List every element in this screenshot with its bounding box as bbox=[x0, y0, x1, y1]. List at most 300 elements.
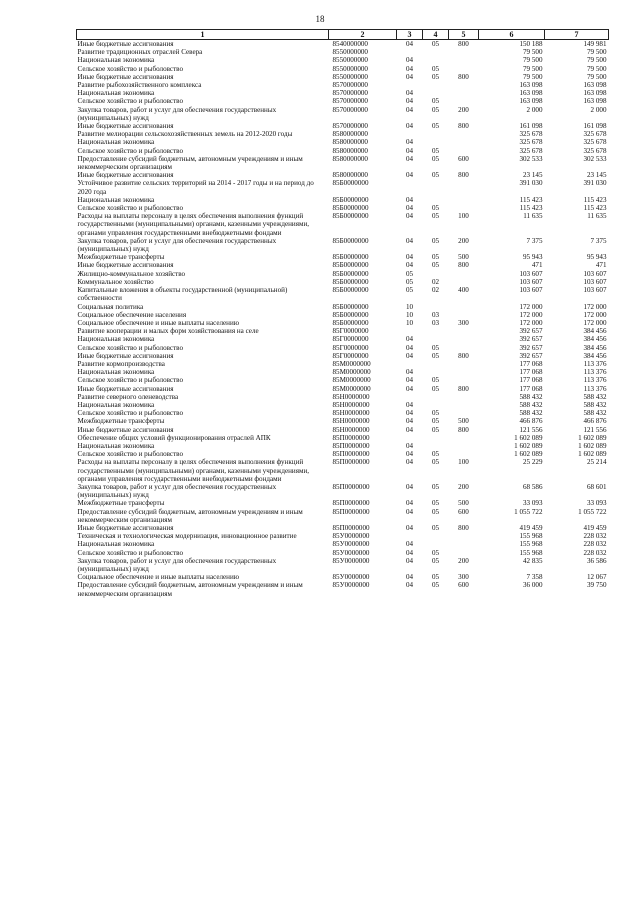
row-section: 04 bbox=[405, 105, 414, 114]
row-section bbox=[397, 434, 423, 442]
row-value-col6: 177 068 bbox=[519, 384, 543, 393]
row-expense-type: 400 bbox=[458, 286, 469, 295]
row-section: 04 bbox=[405, 556, 414, 565]
row-expense-type bbox=[449, 434, 479, 442]
row-expense-type bbox=[449, 138, 479, 146]
row-subsection bbox=[423, 270, 449, 278]
row-code: 8570000000 bbox=[332, 97, 368, 106]
table-header bbox=[77, 30, 609, 40]
row-value-col6: 392 657 bbox=[519, 351, 543, 360]
row-value-col7: 25 214 bbox=[586, 458, 607, 467]
table-row bbox=[77, 286, 609, 302]
row-value-col6: 155 968 bbox=[519, 540, 543, 549]
row-expense-type bbox=[449, 393, 479, 401]
row-expense-type bbox=[449, 97, 479, 105]
row-value-col6: 7 375 bbox=[526, 236, 543, 245]
row-value-col6: 172 000 bbox=[519, 318, 543, 327]
header-col-4: 4 bbox=[423, 30, 449, 40]
row-subsection: 05 bbox=[431, 523, 440, 532]
row-code: 85У0000000 bbox=[332, 573, 370, 582]
row-subsection: 03 bbox=[431, 318, 440, 327]
row-value-col6: 115 423 bbox=[519, 204, 543, 213]
row-code: 8580000000 bbox=[332, 154, 368, 163]
row-subsection: 05 bbox=[431, 458, 440, 467]
row-name: Иные бюджетные ассигнования bbox=[77, 384, 174, 393]
row-name: Национальная экономика bbox=[77, 368, 155, 377]
row-value-col6: 150 188 bbox=[519, 40, 543, 48]
row-subsection: 05 bbox=[431, 204, 440, 213]
row-expense-type bbox=[449, 401, 479, 409]
row-value-col7: 79 500 bbox=[586, 72, 607, 81]
row-section: 10 bbox=[405, 310, 414, 319]
row-expense-type: 800 bbox=[458, 261, 469, 270]
row-subsection: 05 bbox=[431, 409, 440, 418]
row-name: Социальная политика bbox=[77, 302, 144, 311]
row-name: Жилищно-коммунальное хозяйство bbox=[77, 269, 186, 278]
row-section: 04 bbox=[405, 368, 414, 377]
table-row bbox=[77, 409, 609, 417]
header-col-3: 3 bbox=[397, 30, 423, 40]
row-subsection: 05 bbox=[431, 482, 440, 491]
row-value-col6: 79 500 bbox=[522, 72, 543, 81]
table-row bbox=[77, 368, 609, 376]
row-subsection bbox=[423, 360, 449, 368]
row-value-col7: 228 032 bbox=[583, 548, 607, 557]
table-row bbox=[77, 450, 609, 458]
row-subsection bbox=[423, 335, 449, 343]
row-value-col7: 36 586 bbox=[586, 556, 607, 565]
row-name: Национальная экономика bbox=[77, 441, 155, 450]
row-value-col6: 33 093 bbox=[522, 499, 543, 508]
table-row bbox=[77, 508, 609, 524]
row-name: Сельское хозяйство и рыболовство bbox=[77, 376, 184, 385]
row-value-col7: 384 456 bbox=[583, 351, 607, 360]
row-value-col6: 2 000 bbox=[526, 105, 543, 114]
row-expense-type bbox=[449, 311, 479, 319]
row-code: 85М0000000 bbox=[332, 384, 371, 393]
row-subsection: 05 bbox=[431, 236, 440, 245]
row-subsection: 05 bbox=[431, 253, 440, 262]
row-code: 85Б0000000 bbox=[332, 261, 369, 270]
table-row bbox=[77, 196, 609, 204]
row-name: Предоставление субсидий бюджетным, автономным учреждениям и иным некоммерческим организациям bbox=[77, 581, 303, 598]
table-row bbox=[77, 360, 609, 368]
row-value-col6: 392 657 bbox=[519, 327, 543, 336]
row-value-col6: 163 098 bbox=[519, 97, 543, 106]
row-code: 85П0000000 bbox=[332, 458, 370, 467]
row-section bbox=[397, 360, 423, 368]
row-section bbox=[397, 81, 423, 89]
row-value-col7: 103 607 bbox=[583, 286, 607, 295]
row-value-col6: 79 500 bbox=[522, 56, 543, 65]
row-value-col7: 7 375 bbox=[590, 236, 607, 245]
row-code: 85Б0000000 bbox=[332, 212, 369, 221]
row-section: 04 bbox=[405, 499, 414, 508]
row-expense-type bbox=[449, 204, 479, 212]
row-code: 8540000000 bbox=[332, 40, 368, 48]
row-expense-type bbox=[449, 48, 479, 56]
row-value-col7: 113 376 bbox=[583, 384, 607, 393]
row-value-col7: 121 556 bbox=[583, 425, 607, 434]
row-name: Национальная экономика bbox=[77, 138, 155, 147]
row-value-col6: 391 030 bbox=[519, 179, 543, 188]
row-section bbox=[397, 130, 423, 138]
row-value-col7: 103 607 bbox=[583, 277, 607, 286]
header-col-6: 6 bbox=[479, 30, 545, 40]
row-section: 04 bbox=[405, 212, 414, 221]
row-value-col6: 588 432 bbox=[519, 392, 543, 401]
row-value-col7: 419 459 bbox=[583, 523, 607, 532]
row-code: 85П0000000 bbox=[332, 441, 370, 450]
row-value-col6: 42 835 bbox=[522, 556, 543, 565]
row-expense-type bbox=[449, 360, 479, 368]
row-code: 85Б0000000 bbox=[332, 310, 369, 319]
row-subsection bbox=[423, 130, 449, 138]
row-value-col7: 163 098 bbox=[583, 89, 607, 98]
row-subsection: 05 bbox=[431, 64, 440, 73]
row-code: 85Б0000000 bbox=[332, 195, 369, 204]
row-section bbox=[397, 327, 423, 335]
row-expense-type bbox=[449, 270, 479, 278]
row-value-col6: 103 607 bbox=[519, 277, 543, 286]
row-name: Устойчивое развитие сельских территорий на 2014 - 2017 годы и на период до 2020 года bbox=[77, 179, 314, 196]
row-name: Развитие северного оленеводства bbox=[77, 392, 179, 401]
row-value-col7: 33 093 bbox=[586, 499, 607, 508]
row-expense-type bbox=[449, 344, 479, 352]
row-expense-type bbox=[449, 450, 479, 458]
row-expense-type bbox=[449, 303, 479, 311]
row-value-col6: 36 000 bbox=[522, 581, 543, 590]
row-value-col7: 1 602 089 bbox=[578, 450, 607, 459]
row-code: 85У0000000 bbox=[332, 556, 370, 565]
row-code: 85Б0000000 bbox=[332, 204, 369, 213]
row-value-col7: 471 bbox=[595, 261, 607, 270]
row-code: 85У0000000 bbox=[332, 581, 370, 590]
row-section: 04 bbox=[405, 548, 414, 557]
table-row bbox=[77, 65, 609, 73]
row-code: 85П0000000 bbox=[332, 499, 370, 508]
row-code: 85М0000000 bbox=[332, 376, 371, 385]
row-value-col6: 115 423 bbox=[519, 195, 543, 204]
row-code: 85Н0000000 bbox=[332, 425, 370, 434]
row-section: 04 bbox=[405, 146, 414, 155]
table-row bbox=[77, 499, 609, 507]
row-name: Межбюджетные трансферты bbox=[77, 499, 165, 508]
row-code: 8570000000 bbox=[332, 89, 368, 98]
row-value-col7: 161 098 bbox=[583, 122, 607, 131]
row-value-col6: 1 055 722 bbox=[514, 507, 543, 516]
row-code: 85Б0000000 bbox=[332, 277, 369, 286]
header-col-7: 7 bbox=[545, 30, 609, 40]
row-name: Обеспечение общих условий функционирования отраслей АПК bbox=[77, 433, 271, 442]
row-value-col6: 155 968 bbox=[519, 548, 543, 557]
row-expense-type: 800 bbox=[458, 351, 469, 360]
row-expense-type: 200 bbox=[458, 482, 469, 491]
table-row bbox=[77, 524, 609, 532]
row-section: 10 bbox=[405, 318, 414, 327]
row-code: 8550000000 bbox=[332, 72, 368, 81]
row-value-col6: 177 068 bbox=[519, 359, 543, 368]
row-code: 85Н0000000 bbox=[332, 392, 370, 401]
row-value-col7: 113 376 bbox=[583, 368, 607, 377]
row-section: 04 bbox=[405, 425, 414, 434]
row-name: Социальное обеспечение и иные выплаты населению bbox=[77, 318, 240, 327]
row-expense-type: 500 bbox=[458, 253, 469, 262]
table-row bbox=[77, 56, 609, 64]
table-row bbox=[77, 458, 609, 483]
row-value-col7: 384 456 bbox=[583, 327, 607, 336]
row-name: Закупка товаров, работ и услуг для обеспечения государственных (муниципальных) нужд bbox=[77, 556, 277, 573]
row-value-col7: 68 601 bbox=[586, 482, 607, 491]
row-name: Предоставление субсидий бюджетным, автономным учреждениям и иным некоммерческим организациям bbox=[77, 507, 303, 524]
row-name: Расходы на выплаты персоналу в целях обеспечения выполнения функций государственными (муниципальными) органами, казенными учреждениями, органами управления государственными внебюджетными фондами bbox=[77, 458, 310, 483]
row-subsection: 05 bbox=[431, 499, 440, 508]
row-code: 85Б0000000 bbox=[332, 253, 369, 262]
row-expense-type: 500 bbox=[458, 499, 469, 508]
row-section: 04 bbox=[405, 384, 414, 393]
table-row bbox=[77, 303, 609, 311]
row-name: Расходы на выплаты персоналу в целях обеспечения выполнения функций государственными (муниципальными) органами, казенными учреждениями, органами управления государственными внебюджетными фондами bbox=[77, 212, 310, 237]
row-code: 85Б0000000 bbox=[332, 286, 369, 295]
header-col-2: 2 bbox=[329, 30, 397, 40]
row-section: 05 bbox=[405, 286, 414, 295]
row-value-col7: 1 602 089 bbox=[578, 441, 607, 450]
row-section: 04 bbox=[405, 400, 414, 409]
row-subsection: 05 bbox=[431, 384, 440, 393]
row-code: 8550000000 bbox=[332, 64, 368, 73]
row-code: 8580000000 bbox=[332, 171, 368, 180]
table-row bbox=[77, 89, 609, 97]
row-code: 8580000000 bbox=[332, 130, 368, 139]
row-section: 04 bbox=[405, 351, 414, 360]
row-value-col6: 68 586 bbox=[522, 482, 543, 491]
row-subsection: 05 bbox=[431, 450, 440, 459]
table-row bbox=[77, 335, 609, 343]
row-value-col7: 1 602 089 bbox=[578, 433, 607, 442]
row-value-col7: 11 635 bbox=[587, 212, 607, 221]
row-name: Сельское хозяйство и рыболовство bbox=[77, 64, 184, 73]
row-expense-type: 800 bbox=[458, 171, 469, 180]
row-value-col6: 79 500 bbox=[522, 64, 543, 73]
row-expense-type: 100 bbox=[458, 458, 469, 467]
row-value-col7: 113 376 bbox=[583, 359, 607, 368]
row-value-col6: 302 533 bbox=[519, 154, 543, 163]
row-name: Сельское хозяйство и рыболовство bbox=[77, 97, 184, 106]
row-code: 85Г0000000 bbox=[332, 335, 369, 344]
row-value-col7: 325 678 bbox=[583, 130, 607, 139]
table-row bbox=[77, 393, 609, 401]
row-name: Сельское хозяйство и рыболовство bbox=[77, 343, 184, 352]
row-expense-type bbox=[449, 442, 479, 450]
table-row bbox=[77, 549, 609, 557]
row-code: 85Б0000000 bbox=[332, 179, 369, 188]
table-row bbox=[77, 540, 609, 548]
row-value-col7: 163 098 bbox=[583, 97, 607, 106]
table-row bbox=[77, 532, 609, 540]
table-row bbox=[77, 130, 609, 138]
row-expense-type bbox=[449, 335, 479, 343]
row-code: 85Б0000000 bbox=[332, 269, 369, 278]
row-subsection bbox=[423, 48, 449, 56]
row-subsection: 05 bbox=[431, 212, 440, 221]
row-expense-type: 800 bbox=[458, 384, 469, 393]
row-section: 04 bbox=[405, 343, 414, 352]
row-section: 04 bbox=[405, 573, 414, 582]
row-name: Предоставление субсидий бюджетным, автономным учреждениям и иным некоммерческим организациям bbox=[77, 154, 303, 172]
row-value-col7: 588 432 bbox=[583, 392, 607, 401]
row-code: 85Н0000000 bbox=[332, 417, 370, 426]
table-row bbox=[77, 581, 609, 597]
row-code: 85Г0000000 bbox=[332, 327, 369, 336]
row-expense-type: 600 bbox=[458, 581, 469, 590]
table-row bbox=[77, 426, 609, 434]
row-section: 04 bbox=[405, 97, 414, 106]
row-code: 85П0000000 bbox=[332, 450, 370, 459]
row-expense-type bbox=[449, 540, 479, 548]
table-row bbox=[77, 385, 609, 393]
row-name: Развитие рыбохозяйственного комплекса bbox=[77, 81, 202, 90]
row-value-col6: 471 bbox=[531, 261, 543, 270]
row-value-col7: 384 456 bbox=[583, 335, 607, 344]
row-expense-type bbox=[449, 56, 479, 64]
row-name: Социальное обеспечение населения bbox=[77, 310, 187, 319]
row-expense-type bbox=[449, 130, 479, 138]
row-value-col7: 172 000 bbox=[583, 302, 607, 311]
table-row bbox=[77, 442, 609, 450]
table-row bbox=[77, 73, 609, 81]
row-section: 04 bbox=[405, 540, 414, 549]
row-code: 85П0000000 bbox=[332, 523, 370, 532]
row-name: Национальная экономика bbox=[77, 400, 155, 409]
table-row bbox=[77, 483, 609, 499]
row-subsection: 02 bbox=[431, 286, 440, 295]
row-value-col6: 466 876 bbox=[519, 417, 543, 426]
row-value-col6: 172 000 bbox=[519, 310, 543, 319]
row-code: 85М0000000 bbox=[332, 368, 371, 377]
row-expense-type: 300 bbox=[458, 318, 469, 327]
row-code: 8570000000 bbox=[332, 105, 368, 114]
row-value-col7: 23 145 bbox=[586, 171, 607, 180]
row-value-col7: 79 500 bbox=[586, 56, 607, 65]
table-row bbox=[77, 155, 609, 171]
row-subsection: 05 bbox=[431, 507, 440, 516]
row-value-col7: 228 032 bbox=[583, 532, 607, 541]
table-row bbox=[77, 147, 609, 155]
row-code: 8580000000 bbox=[332, 146, 368, 155]
row-section bbox=[397, 532, 423, 540]
row-value-col7: 12 067 bbox=[586, 573, 607, 582]
row-code: 8550000000 bbox=[332, 56, 368, 65]
row-value-col6: 1 602 089 bbox=[514, 441, 543, 450]
row-subsection bbox=[423, 401, 449, 409]
row-name: Коммунальное хозяйство bbox=[77, 277, 154, 286]
row-code: 8570000000 bbox=[332, 81, 368, 90]
row-value-col6: 161 098 bbox=[519, 122, 543, 131]
row-subsection: 02 bbox=[431, 277, 440, 286]
row-value-col6: 121 556 bbox=[519, 425, 543, 434]
row-section: 04 bbox=[405, 89, 414, 98]
row-value-col6: 177 068 bbox=[519, 368, 543, 377]
table-row bbox=[77, 106, 609, 122]
table-row bbox=[77, 97, 609, 105]
row-subsection: 05 bbox=[431, 72, 440, 81]
row-value-col7: 325 678 bbox=[583, 146, 607, 155]
row-code: 85Г0000000 bbox=[332, 351, 369, 360]
row-value-col7: 325 678 bbox=[583, 138, 607, 147]
budget-table bbox=[76, 29, 609, 598]
row-expense-type: 200 bbox=[458, 556, 469, 565]
row-name: Сельское хозяйство и рыболовство bbox=[77, 409, 184, 418]
row-code: 85Н0000000 bbox=[332, 400, 370, 409]
row-section: 05 bbox=[405, 277, 414, 286]
row-expense-type bbox=[449, 81, 479, 89]
row-expense-type bbox=[449, 327, 479, 335]
row-expense-type bbox=[449, 376, 479, 384]
row-value-col7: 228 032 bbox=[583, 540, 607, 549]
row-name: Иные бюджетные ассигнования bbox=[77, 171, 174, 180]
row-section bbox=[397, 393, 423, 401]
row-section: 04 bbox=[405, 261, 414, 270]
table-row bbox=[77, 278, 609, 286]
row-section: 04 bbox=[405, 450, 414, 459]
row-section: 04 bbox=[405, 171, 414, 180]
row-value-col7: 79 500 bbox=[586, 48, 607, 57]
row-code: 8570000000 bbox=[332, 122, 368, 131]
row-section: 04 bbox=[405, 72, 414, 81]
row-subsection: 05 bbox=[431, 154, 440, 163]
row-value-col7: 79 500 bbox=[586, 64, 607, 73]
row-value-col7: 113 376 bbox=[583, 376, 607, 385]
row-value-col6: 163 098 bbox=[519, 81, 543, 90]
row-value-col6: 11 635 bbox=[523, 212, 543, 221]
page-number: 18 bbox=[315, 14, 325, 24]
row-code: 85У0000000 bbox=[332, 532, 370, 541]
row-code: 8550000000 bbox=[332, 48, 368, 57]
row-expense-type: 800 bbox=[458, 40, 469, 48]
row-name: Иные бюджетные ассигнования bbox=[77, 40, 174, 48]
row-subsection bbox=[423, 540, 449, 548]
row-code: 85Б0000000 bbox=[332, 236, 369, 245]
row-expense-type bbox=[449, 532, 479, 540]
table-row bbox=[77, 212, 609, 237]
row-subsection bbox=[423, 434, 449, 442]
row-value-col6: 7 358 bbox=[526, 573, 543, 582]
row-name: Иные бюджетные ассигнования bbox=[77, 122, 174, 131]
row-section bbox=[397, 48, 423, 56]
table-row bbox=[77, 352, 609, 360]
row-code: 85П0000000 bbox=[332, 507, 370, 516]
row-expense-type bbox=[449, 409, 479, 417]
row-value-col7: 115 423 bbox=[583, 204, 607, 213]
table-row bbox=[77, 179, 609, 195]
table-row bbox=[77, 376, 609, 384]
row-value-col6: 25 229 bbox=[522, 458, 543, 467]
row-code: 85У0000000 bbox=[332, 540, 370, 549]
row-value-col7: 588 432 bbox=[583, 409, 607, 418]
row-value-col6: 419 459 bbox=[519, 523, 543, 532]
row-value-col6: 155 968 bbox=[519, 532, 543, 541]
row-name: Развитие кооперации и малых форм хозяйствования на селе bbox=[77, 327, 259, 336]
row-name: Сельское хозяйство и рыболовство bbox=[77, 450, 184, 459]
row-section: 04 bbox=[405, 482, 414, 491]
row-name: Межбюджетные трансферты bbox=[77, 417, 165, 426]
row-value-col6: 23 145 bbox=[522, 171, 543, 180]
row-subsection: 05 bbox=[431, 343, 440, 352]
row-expense-type bbox=[449, 147, 479, 155]
row-section: 04 bbox=[405, 409, 414, 418]
row-code: 85Б0000000 bbox=[332, 302, 369, 311]
row-name: Развитие традиционных отраслей Севера bbox=[77, 48, 203, 57]
